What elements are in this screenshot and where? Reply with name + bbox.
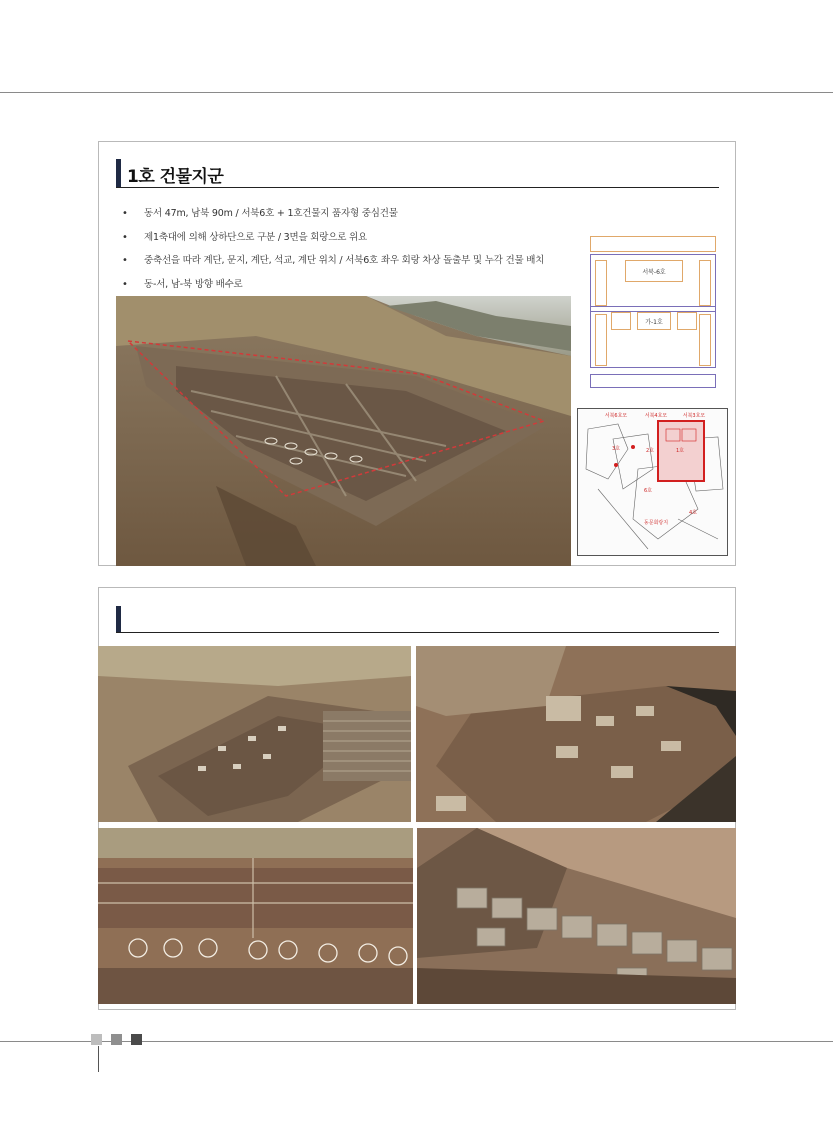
plan-lower-label: 가-1호	[645, 319, 663, 326]
footer-vertical-tick	[98, 1046, 99, 1072]
excavation-photo-1-illustration	[98, 646, 411, 822]
plan-top-corridor	[590, 236, 716, 252]
map-label-zone-b: 3호	[611, 446, 620, 452]
title-underline	[116, 632, 719, 633]
excavation-photo-4-illustration	[417, 828, 736, 1004]
map-label-zone-a: 1호	[675, 448, 684, 454]
footer-rule	[0, 1041, 833, 1042]
title-underline	[116, 187, 719, 188]
map-label-top-1: 서북6호모	[604, 413, 628, 419]
excavation-photo-1	[98, 646, 411, 822]
map-label-zone-e: 4호	[688, 510, 697, 516]
plan-bottom-corridor	[590, 374, 716, 388]
aerial-site-photo	[116, 296, 571, 566]
bullet-item: • 제1축대에 의해 상하단으로 구분 / 3면을 회랑으로 위요	[116, 232, 544, 256]
plan-left-wing	[595, 260, 607, 306]
excavation-photo-4	[417, 828, 736, 1004]
footer-square-mid	[111, 1034, 122, 1045]
bullet-item: • 동-서, 남-북 방향 배수로	[116, 279, 544, 303]
slide-building-group-1	[98, 141, 736, 566]
map-label-zone-c: 2호	[645, 448, 654, 454]
plan-right-wing	[699, 260, 711, 306]
bullet-list	[116, 208, 544, 302]
excavation-photo-2	[416, 646, 736, 822]
excavation-photo-3-illustration	[98, 828, 413, 1004]
location-map-drawing	[578, 409, 727, 555]
bullet-item: • 중축선을 따라 계단, 문지, 계단, 석교, 계단 위치 / 서북6호 좌우 회랑 차상 돌출부 및 누각 건물 배치	[116, 255, 544, 279]
title-accent-bar	[116, 159, 121, 188]
aerial-site-illustration	[116, 296, 571, 566]
map-label-top-3: 서북3호모	[682, 413, 706, 419]
excavation-photo-2-illustration	[416, 646, 736, 822]
excavation-photo-3	[98, 828, 413, 1004]
slide-title: 1호 건물지군	[127, 167, 224, 187]
map-label-bottom: 동문회랑지	[643, 520, 669, 526]
header-rule	[0, 92, 833, 93]
title-accent-bar	[116, 606, 121, 633]
bullet-item: • 동서 47m, 남북 90m / 서북6호 + 1호건물지 품자형 중심건물	[116, 208, 544, 232]
footer-square-light	[91, 1034, 102, 1045]
site-plan-diagram	[587, 234, 719, 394]
plan-lower-right-room	[677, 312, 697, 330]
plan-side-corridor-left	[595, 314, 607, 366]
plan-side-corridor-right	[699, 314, 711, 366]
location-map	[577, 408, 728, 556]
footer-square-dark	[131, 1034, 142, 1045]
map-label-zone-d: 6호	[643, 488, 652, 494]
plan-lower-left-room	[611, 312, 631, 330]
plan-upper-label: 서북-6호	[642, 269, 666, 276]
map-label-top-2: 서북4호모	[644, 413, 668, 419]
